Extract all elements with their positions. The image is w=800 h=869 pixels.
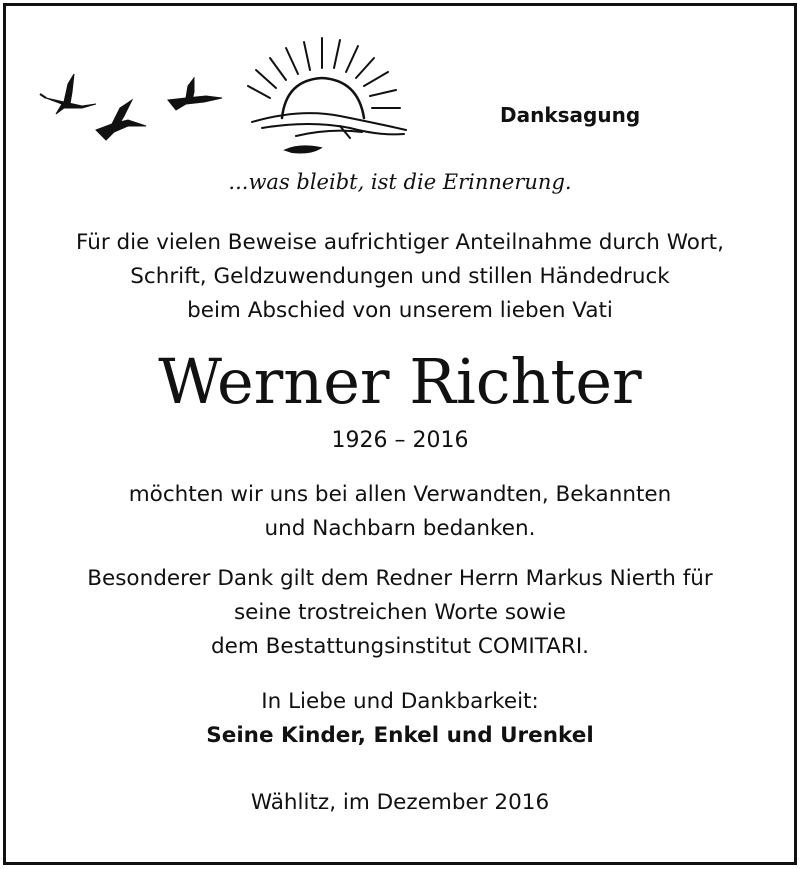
- intro-line: beim Abschied von unserem lieben Vati: [187, 298, 613, 323]
- special-thanks-line: dem Bestattungsinstitut COMITARI.: [210, 634, 590, 659]
- closing-text: In Liebe und Dankbarkeit:: [261, 689, 539, 714]
- place-date: Wählitz, im Dezember 2016: [250, 790, 550, 815]
- thanks-line: und Nachbarn bedanken.: [264, 516, 536, 541]
- life-dates: 1926 – 2016: [331, 428, 469, 453]
- thanks-text: [0, 478, 800, 546]
- intro-line: Schrift, Geldzuwendungen und stillen Händedruck: [130, 264, 670, 289]
- thanks-line: möchten wir uns bei allen Verwandten, Bekannten: [128, 482, 672, 507]
- special-thanks-text: [0, 562, 800, 664]
- motto: ...was bleibt, ist die Erinnerung.: [228, 170, 572, 194]
- notice-heading: Danksagung: [500, 103, 641, 127]
- signature: Seine Kinder, Enkel und Urenkel: [206, 723, 594, 748]
- intro-text: [0, 226, 800, 328]
- flying-birds-icon: [40, 74, 222, 140]
- deceased-name: Werner Richter: [158, 345, 642, 418]
- intro-line: Für die vielen Beweise aufrichtiger Anteilnahme durch Wort,: [76, 230, 724, 255]
- special-thanks-line: seine trostreichen Worte sowie: [233, 600, 566, 625]
- sunset-hills-icon: [248, 38, 406, 153]
- special-thanks-line: Besonderer Dank gilt dem Redner Herrn Markus Nierth für: [87, 566, 713, 591]
